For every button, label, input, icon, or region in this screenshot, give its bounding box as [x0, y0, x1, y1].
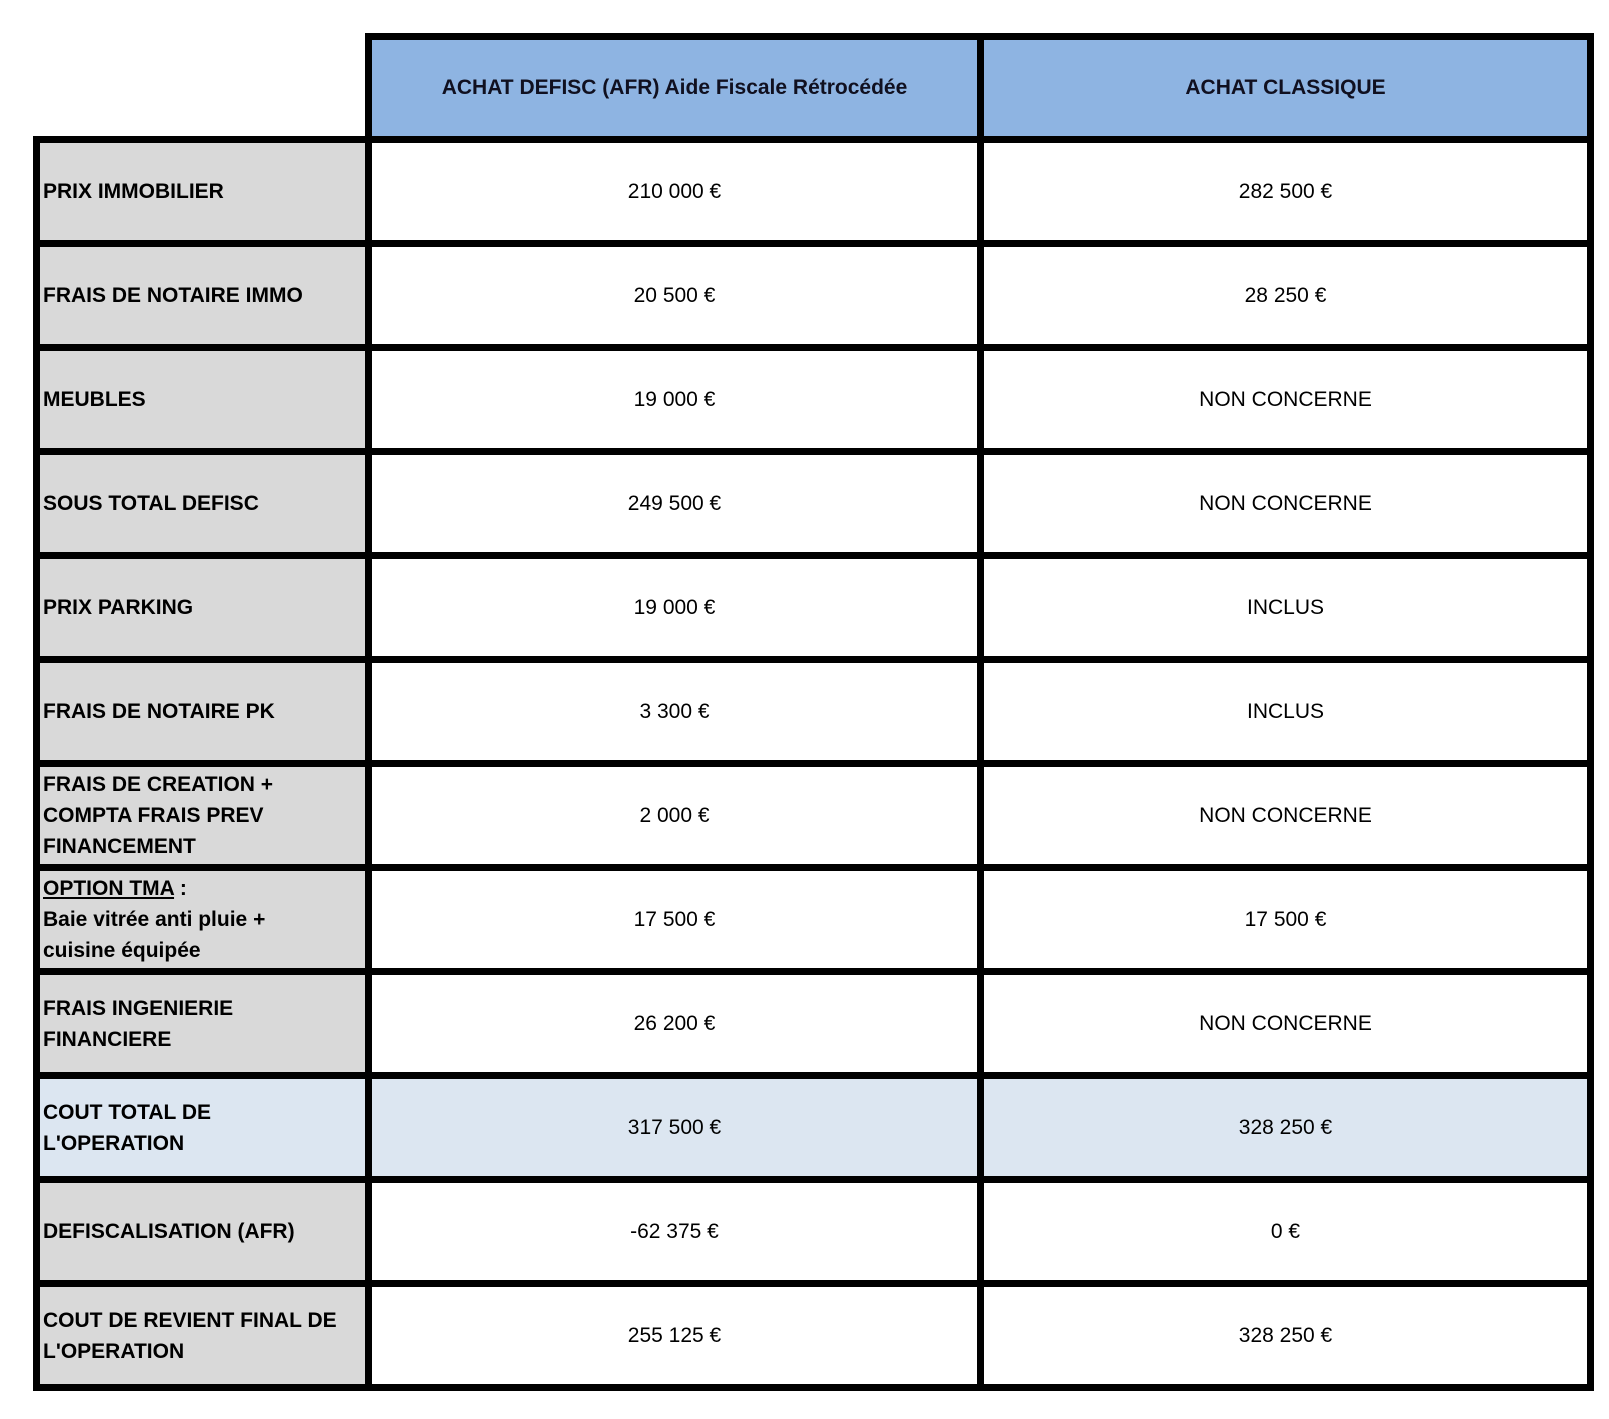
value-cell-defisc: 210 000 €: [369, 140, 981, 244]
value-cell-defisc: 3 300 €: [369, 660, 981, 764]
header-achat-defisc: ACHAT DEFISC (AFR) Aide Fiscale Rétrocédée: [369, 37, 981, 140]
table-row: [37, 244, 1591, 348]
table-row: [37, 452, 1591, 556]
row-label-line: MEUBLES: [43, 387, 146, 411]
row-label-line: FINANCIERE: [43, 1027, 172, 1051]
row-label: [37, 140, 369, 244]
row-label-line: FRAIS DE NOTAIRE PK: [43, 699, 275, 723]
table-row: [37, 348, 1591, 452]
comparison-table-container: [33, 33, 1594, 1391]
table-row: [37, 556, 1591, 660]
value-cell-classique: 328 250 €: [981, 1076, 1591, 1180]
row-label: [37, 660, 369, 764]
value-cell-defisc: 249 500 €: [369, 452, 981, 556]
row-label-line: OPTION TMA :: [43, 877, 187, 901]
row-label: [37, 972, 369, 1076]
row-label-line: DEFISCALISATION (AFR): [43, 1220, 295, 1244]
table-row: [37, 660, 1591, 764]
header-row: [37, 37, 1591, 140]
value-cell-classique: NON CONCERNE: [981, 348, 1591, 452]
value-cell-defisc: 20 500 €: [369, 244, 981, 348]
row-label: [37, 1284, 369, 1388]
value-cell-defisc: 317 500 €: [369, 1076, 981, 1180]
row-label-line: Baie vitrée anti pluie +: [43, 908, 266, 932]
value-cell-classique: NON CONCERNE: [981, 452, 1591, 556]
header-achat-classique: ACHAT CLASSIQUE: [981, 37, 1591, 140]
row-label-line: COUT DE REVIENT FINAL DE: [43, 1308, 337, 1332]
row-label: [37, 244, 369, 348]
value-cell-classique: INCLUS: [981, 660, 1591, 764]
table-row: [37, 972, 1591, 1076]
table-row: [37, 1180, 1591, 1284]
comparison-table: [33, 33, 1594, 1391]
table-row: [37, 140, 1591, 244]
row-label: [37, 556, 369, 660]
row-label-line: COUT TOTAL DE: [43, 1100, 211, 1124]
row-label: [37, 452, 369, 556]
value-cell-classique: INCLUS: [981, 556, 1591, 660]
value-cell-classique: 28 250 €: [981, 244, 1591, 348]
row-label-line: L'OPERATION: [43, 1131, 185, 1155]
row-label: [37, 868, 369, 972]
value-cell-defisc: -62 375 €: [369, 1180, 981, 1284]
table-row: [37, 764, 1591, 868]
table-row: [37, 1284, 1591, 1388]
value-cell-defisc: 26 200 €: [369, 972, 981, 1076]
row-label: [37, 348, 369, 452]
table-row: [37, 868, 1591, 972]
row-label-line: cuisine équipée: [43, 939, 201, 963]
row-label-line: SOUS TOTAL DEFISC: [43, 491, 259, 515]
row-label: [37, 1180, 369, 1284]
value-cell-classique: 282 500 €: [981, 140, 1591, 244]
value-cell-defisc: 17 500 €: [369, 868, 981, 972]
value-cell-defisc: 255 125 €: [369, 1284, 981, 1388]
table-row: [37, 1076, 1591, 1180]
value-cell-classique: 17 500 €: [981, 868, 1591, 972]
value-cell-defisc: 19 000 €: [369, 348, 981, 452]
row-label-line: FINANCEMENT: [43, 835, 196, 859]
row-label: [37, 1076, 369, 1180]
value-cell-classique: NON CONCERNE: [981, 764, 1591, 868]
corner-cell: [37, 37, 369, 140]
value-cell-classique: 0 €: [981, 1180, 1591, 1284]
value-cell-defisc: 19 000 €: [369, 556, 981, 660]
value-cell-defisc: 2 000 €: [369, 764, 981, 868]
row-label: [37, 764, 369, 868]
row-label-line: FRAIS DE NOTAIRE IMMO: [43, 283, 303, 307]
row-label-line: COMPTA FRAIS PREV: [43, 804, 264, 828]
row-label-line: PRIX IMMOBILIER: [43, 179, 224, 203]
table-body: [37, 140, 1591, 1388]
row-label-line: L'OPERATION: [43, 1339, 185, 1363]
row-label-line: PRIX PARKING: [43, 595, 194, 619]
value-cell-classique: 328 250 €: [981, 1284, 1591, 1388]
value-cell-classique: NON CONCERNE: [981, 972, 1591, 1076]
row-label-line: FRAIS DE CREATION +: [43, 773, 274, 796]
row-label-line: FRAIS INGENIERIE: [43, 996, 234, 1020]
